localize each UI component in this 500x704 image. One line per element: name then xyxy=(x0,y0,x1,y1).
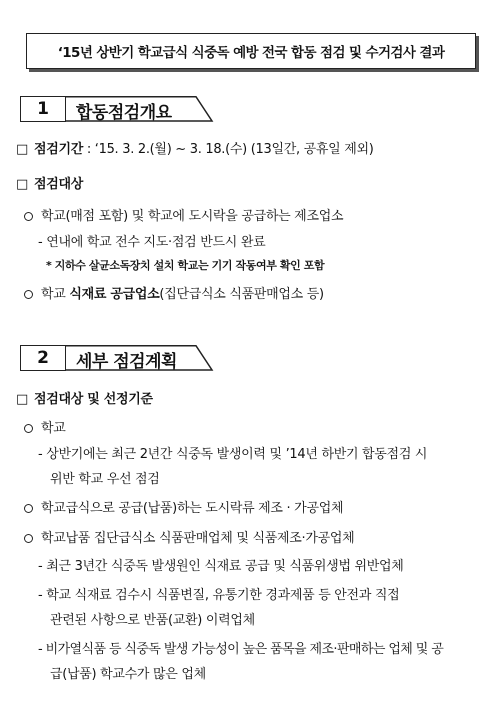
target-2-suffix: (집단급식소 식품판매업소 등) xyxy=(159,287,324,302)
section-1-title: 합동점검개요 xyxy=(76,103,172,123)
square-bullet-icon: □ xyxy=(16,177,28,192)
criteria-item-3-sub-2-line-2: 관련된 사항으로 반품(교환) 이력업체 xyxy=(50,613,255,628)
period-value: : ‘15. 3. 2.(월) ~ 3. 18.(수) (13일간, 공휴일 제외) xyxy=(86,142,374,157)
circle-bullet-icon xyxy=(24,534,33,543)
target-2-prefix: 학교 xyxy=(41,287,66,302)
criteria-item-3-text: 학교납품 집단급식소 식품판매업체 및 식품제조·가공업체 xyxy=(41,531,355,546)
section-1-number: 1 xyxy=(20,96,66,122)
target-2 xyxy=(24,283,324,302)
criteria-item-2 xyxy=(24,497,343,516)
criteria-item-3-sub-2-line-1: - 학교 식재료 검수시 식품변질, 유통기한 경과제품 등 안전과 직접 xyxy=(38,588,400,603)
document-title-box xyxy=(26,33,476,69)
circle-bullet-icon xyxy=(24,290,33,299)
section-2-title: 세부 점검계획 xyxy=(76,352,177,372)
section-1-header xyxy=(20,96,214,122)
circle-bullet-icon xyxy=(24,424,33,433)
target-1-sub: - 연내에 학교 전수 지도·점검 반드시 완료 xyxy=(38,235,266,250)
circle-bullet-icon xyxy=(24,212,33,221)
criteria-heading xyxy=(16,388,153,407)
document-title: ‘15년 상반기 학교급식 식중독 예방 전국 합동 점검 및 수거검사 결과 xyxy=(57,45,445,61)
target-1-text: 학교(매점 포함) 및 학교에 도시락을 공급하는 제조업소 xyxy=(41,209,344,224)
square-bullet-icon: □ xyxy=(16,142,28,157)
criteria-item-3-sub-3-line-1: - 비가열식품 등 식중독 발생 가능성이 높은 품목을 제조·판매하는 업체 및 공 xyxy=(38,642,444,657)
target-1-note: * 지하수 살균소독장치 설치 학교는 기기 작동여부 확인 포함 xyxy=(46,259,325,272)
criteria-item-1-text: 학교 xyxy=(41,421,66,436)
criteria-item-2-text: 학교급식으로 공급(납품)하는 도시락류 제조 · 가공업체 xyxy=(41,501,344,516)
section-2-number: 2 xyxy=(20,345,66,371)
criteria-item-1-sub-line-2: 위반 학교 우선 점검 xyxy=(50,472,160,487)
period-line xyxy=(16,138,374,157)
square-bullet-icon: □ xyxy=(16,392,28,407)
criteria-item-3-sub-3-line-2: 급(납품) 학교수가 많은 업체 xyxy=(50,667,206,682)
criteria-label: 점검대상 및 선정기준 xyxy=(33,392,153,407)
criteria-item-1-sub-line-1: - 상반기에는 최근 2년간 식중독 발생이력 및 ’14년 하반기 합동점검 시 xyxy=(38,447,428,462)
criteria-item-1 xyxy=(24,417,66,436)
period-label: 점검기간 xyxy=(33,142,84,157)
targets-heading xyxy=(16,173,83,192)
circle-bullet-icon xyxy=(24,504,33,513)
criteria-item-3 xyxy=(24,527,354,546)
criteria-item-3-sub-1: - 최근 3년간 식중독 발생원인 식재료 공급 및 식품위생법 위반업체 xyxy=(38,559,404,574)
section-2-header xyxy=(20,345,214,371)
target-2-bold: 식재료 공급업소 xyxy=(69,287,160,302)
target-1 xyxy=(24,205,343,224)
targets-label: 점검대상 xyxy=(33,177,84,192)
